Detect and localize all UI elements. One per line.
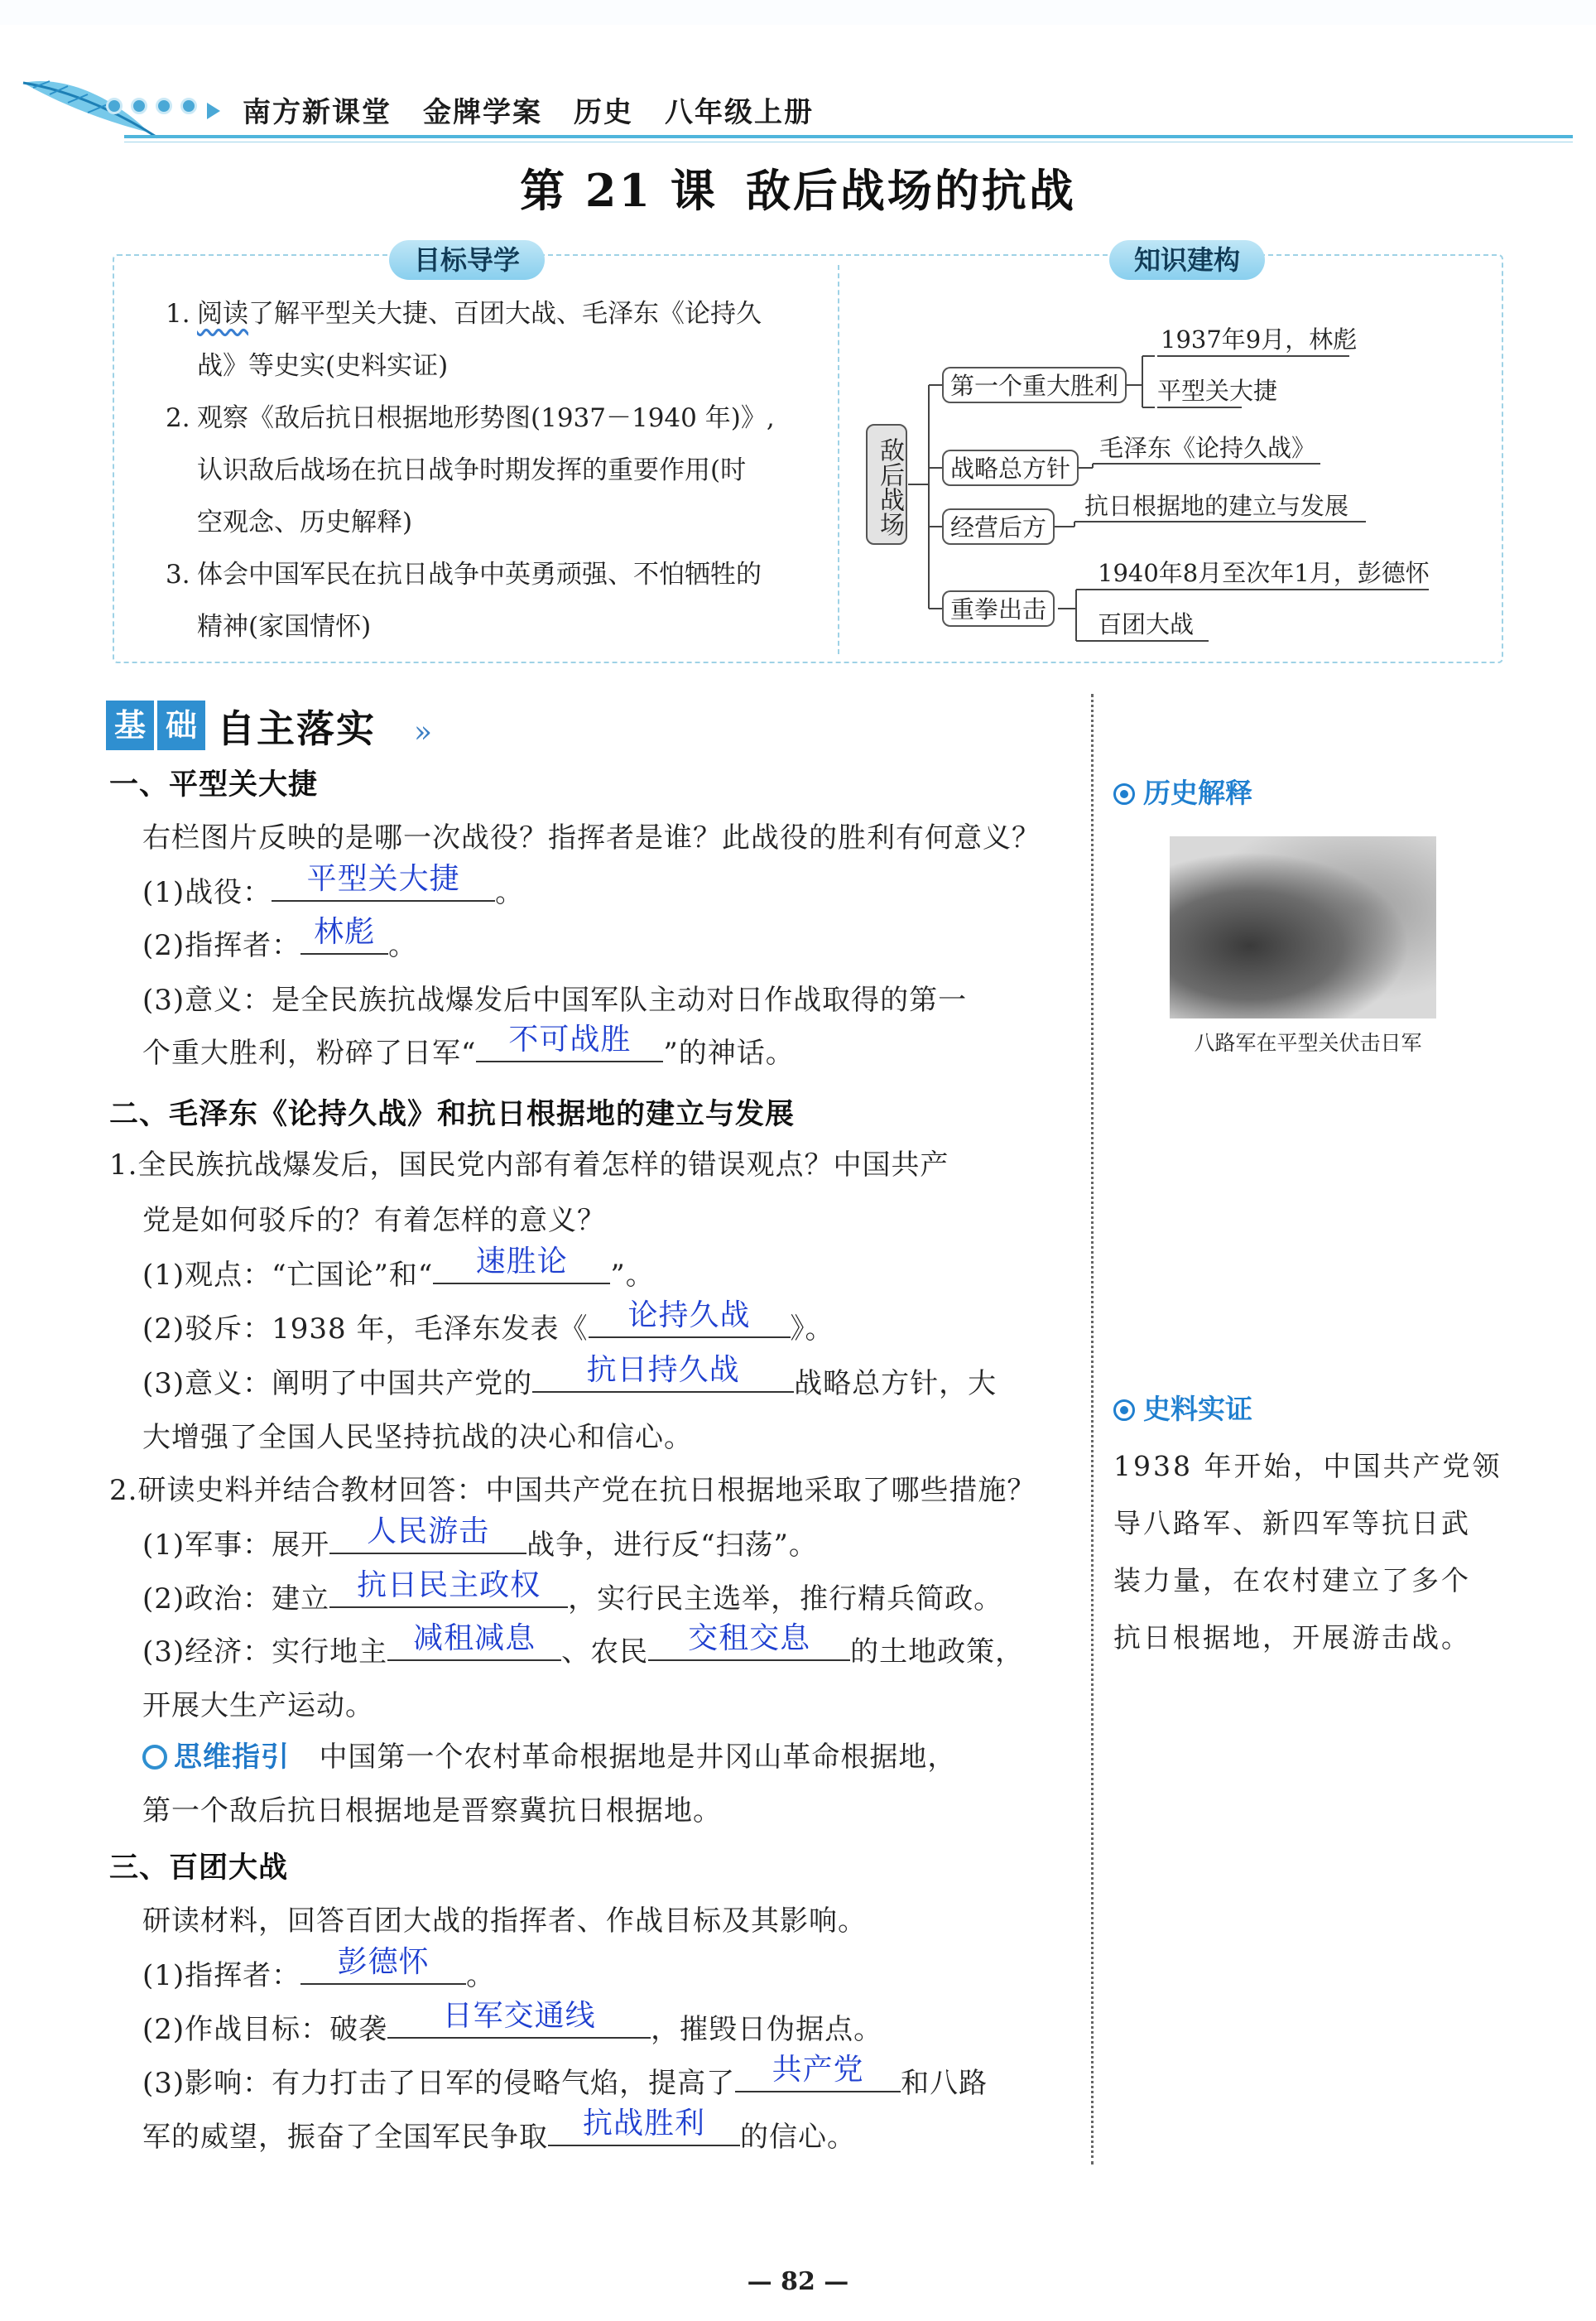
header-rule [124, 135, 1573, 138]
q-prefix: 个重大胜利，粉碎了日军“ [142, 1037, 477, 1070]
goals-tag: 目标导学 [389, 240, 545, 280]
answer-text: 速胜论 [475, 1245, 568, 1278]
mind-map-branch-4: 重拳出击 [942, 590, 1055, 627]
part1-heading: 一、平型关大捷 [109, 768, 319, 802]
answer-blank[interactable] [272, 862, 495, 902]
answer-text: 林彪 [314, 915, 376, 949]
side-source-text [1113, 1437, 1544, 1666]
side-history-heading [1113, 772, 1252, 811]
q-prefix: (1)军事：展开 [142, 1529, 330, 1562]
side-source-heading [1113, 1388, 1252, 1427]
part1-q3-line1: (3)意义：是全民族抗战爆发后中国军队主动对日作战取得的第一 [142, 984, 968, 1017]
part3-heading: 三、百团大战 [109, 1851, 289, 1885]
part1-q3-line2 [142, 1023, 795, 1080]
part2-q1-line1: 1.全民族抗战爆发后，国民党内部有着怎样的错误观点？中国共产 [109, 1148, 949, 1182]
q-prefix: (3)影响：有力打击了日军的侵略气焰，提高了 [142, 2067, 736, 2100]
part2-b2 [142, 1568, 1003, 1625]
answer-blank[interactable] [433, 1245, 610, 1284]
answer-blank[interactable] [648, 1621, 850, 1661]
side-source-line: 1938 年开始，中国共产党领 [1113, 1450, 1502, 1482]
part2-b1 [142, 1514, 818, 1572]
q-suffix: 的土地政策， [850, 1635, 1025, 1669]
q-suffix: 。 [388, 929, 418, 962]
goal-line: 体会中国军民在抗日战争中英勇顽强、不怕牺牲的 [197, 560, 762, 590]
thinking-tip-icon [142, 1745, 167, 1770]
thinking-tip-line2: 第一个敌后抗日根据地是晋察冀抗日根据地。 [142, 1794, 722, 1827]
part1-question: 右栏图片反映的是哪一次战役？指挥者是谁？此战役的胜利有何意义？ [142, 821, 1041, 855]
mind-map-root: 敌后战场 [866, 424, 907, 545]
goal-keyword: 阅读 [197, 299, 248, 329]
answer-blank[interactable] [300, 915, 388, 955]
answer-text: 共产党 [772, 2053, 864, 2087]
header-series: 金牌学案 [423, 96, 542, 129]
goal-text: 了解平型关大捷、百团大战、毛泽东《论持久 [248, 299, 762, 329]
header-dots [106, 98, 220, 119]
part3-c3-line2 [142, 2107, 856, 2164]
header-publisher: 南方新课堂 [243, 96, 392, 129]
answer-text: 抗战胜利 [582, 2107, 705, 2140]
goal-line: 观察《敌后抗日根据地形势图(1937－1940 年)》, [197, 403, 775, 433]
q-suffix: ，摧毁日伪据点。 [651, 2013, 883, 2046]
part3-c3 [142, 2053, 988, 2110]
answer-blank[interactable] [548, 2107, 740, 2146]
answer-blank[interactable] [735, 2053, 901, 2092]
answer-text: 论持久战 [627, 1298, 751, 1332]
answer-blank[interactable] [329, 1568, 568, 1608]
q-suffix: 的信心。 [740, 2121, 856, 2154]
lesson-name: 敌后战场的抗战 [745, 164, 1076, 217]
mind-map-branch-1: 第一个重大胜利 [942, 367, 1127, 403]
thinking-tip-text: 中国第一个农村革命根据地是井冈山革命根据地， [319, 1741, 957, 1774]
part2-b3-line2: 开展大生产运动。 [142, 1689, 374, 1722]
side-source-line: 抗日根据地，开展游击战。 [1113, 1621, 1471, 1654]
answer-blank[interactable] [589, 1298, 791, 1338]
goal-line: 认识敌后战场在抗日战争时期发挥的重要作用(时 [197, 455, 747, 485]
lesson-title [0, 156, 1596, 219]
goal-number: 2. [166, 403, 190, 433]
thinking-tip-label: 思维指引 [174, 1741, 290, 1774]
goal-line: 精神(家国情怀) [197, 612, 372, 642]
part2-heading: 二、毛泽东《论持久战》和抗日根据地的建立与发展 [109, 1097, 796, 1131]
answer-text: 平型关大捷 [306, 862, 460, 896]
part2-q1-line2: 党是如何驳斥的？有着怎样的意义？ [142, 1204, 606, 1237]
header-grade: 八年级上册 [665, 96, 814, 129]
part2-b3 [142, 1621, 1025, 1678]
mind-map-leaf: 1937年9月，林彪 [1161, 325, 1358, 354]
q-suffix: ”。 [610, 1259, 655, 1292]
mind-map-leaf: 百团大战 [1098, 610, 1195, 638]
side-source-line: 导八路军、新四军等抗日武 [1113, 1507, 1471, 1539]
q-prefix: (1)观点：“亡国论”和“ [142, 1259, 434, 1292]
section-title: 自主落实 [217, 706, 376, 751]
answer-text: 交租交息 [688, 1621, 811, 1655]
q-prefix: (3)意义：阐明了中国共产党的 [142, 1367, 533, 1400]
answer-blank[interactable] [300, 1945, 466, 1985]
section-badge-char: 础 [157, 701, 205, 750]
q-suffix: 。 [466, 1959, 496, 1992]
q-suffix: ，实行民主选举，推行精兵简政。 [568, 1582, 1003, 1616]
answer-blank[interactable] [387, 1621, 561, 1661]
part1-q2 [142, 915, 418, 972]
q-mid: 、农民 [561, 1635, 649, 1669]
part2-a3 [142, 1353, 997, 1410]
column-divider [1091, 694, 1094, 2165]
mind-map-leaf: 平型关大捷 [1157, 377, 1278, 405]
section-arrow-icon: » [414, 715, 433, 749]
answer-blank[interactable] [476, 1023, 663, 1062]
goal-item-1 [166, 288, 820, 392]
header-text [243, 89, 845, 130]
lesson-number: 第 21 课 [520, 164, 718, 217]
answer-text: 彭德怀 [337, 1945, 430, 1979]
side-heading-text: 史料实证 [1143, 1393, 1252, 1425]
answer-blank[interactable] [387, 1999, 651, 2039]
q-prefix: (2)作战目标：破袭 [142, 2013, 388, 2046]
part2-a1 [142, 1245, 655, 1302]
answer-text: 抗日持久战 [586, 1353, 740, 1387]
section-badge-char: 基 [106, 701, 154, 750]
q-prefix: (2)指挥者： [142, 929, 301, 962]
mind-map-branch-2: 战略总方针 [942, 450, 1079, 486]
section-badge [106, 701, 209, 752]
q-suffix: 战争，进行反“扫荡”。 [526, 1529, 818, 1562]
intro-divider [838, 265, 839, 654]
goal-number: 3. [166, 560, 190, 590]
q-suffix: ”的神话。 [663, 1037, 795, 1070]
answer-text: 人民游击 [367, 1514, 490, 1548]
photo-caption: 八路军在平型关伏击日军 [1194, 1031, 1422, 1055]
q-prefix: 军的威望，振奋了全国军民争取 [142, 2121, 548, 2154]
goal-line [166, 288, 820, 340]
part3-c2 [142, 1999, 883, 2056]
goal-item-2 [166, 392, 820, 549]
part1-q1 [142, 862, 525, 919]
q-suffix: 。 [495, 876, 525, 909]
part3-c1 [142, 1945, 496, 2002]
part2-a3-line2: 大增强了全国人民坚持抗战的决心和信心。 [142, 1421, 693, 1454]
q-suffix: 和八路 [901, 2067, 988, 2100]
mind-map-leaf: 1940年8月至次年1月，彭德怀 [1098, 559, 1430, 587]
answer-text: 抗日民主政权 [357, 1568, 541, 1602]
side-source-line: 装力量，在农村建立了多个 [1113, 1564, 1471, 1596]
page-number: — 82 — [747, 2267, 849, 2296]
part2-a2 [142, 1298, 834, 1356]
thinking-tip [142, 1731, 956, 1784]
q-prefix: (3)经济：实行地主 [142, 1635, 388, 1669]
answer-text: 减租减息 [413, 1621, 536, 1655]
answer-text: 日军交通线 [442, 1999, 596, 2033]
q-suffix: 》。 [790, 1312, 834, 1346]
header-subject: 历史 [574, 96, 633, 129]
goal-number: 1. [166, 299, 190, 329]
part2-q2-line1: 2.研读史料并结合教材回答：中国共产党在抗日根据地采取了哪些措施？ [109, 1474, 1036, 1507]
circle-dot-icon [1113, 783, 1135, 805]
answer-text: 不可战胜 [508, 1023, 632, 1057]
q-suffix: 战略总方针，大 [794, 1367, 997, 1400]
q-prefix: (2)政治：建立 [142, 1582, 330, 1616]
mind-map-branch-3: 经营后方 [942, 508, 1055, 545]
part3-question: 研读材料，回答百团大战的指挥者、作战目标及其影响。 [142, 1904, 867, 1938]
mind-map-leaf: 毛泽东《论持久战》 [1099, 434, 1316, 462]
mind-map-leaf: 抗日根据地的建立与发展 [1084, 492, 1349, 520]
goal-line: 空观念、历史解释) [197, 508, 413, 537]
q-prefix: (1)指挥者： [142, 1959, 301, 1992]
side-heading-text: 历史解释 [1143, 777, 1252, 809]
top-band [0, 0, 1596, 25]
q-prefix: (1)战役： [142, 876, 272, 909]
goal-line: 战》等史实(史料实证) [197, 351, 449, 381]
knowledge-tag: 知识建构 [1109, 240, 1265, 280]
answer-blank[interactable] [532, 1353, 794, 1393]
goal-item-3 [166, 549, 820, 653]
answer-blank[interactable] [329, 1514, 526, 1554]
circle-dot-icon [1113, 1399, 1135, 1421]
battle-photo [1170, 836, 1436, 1018]
q-prefix: (2)驳斥：1938 年，毛泽东发表《 [142, 1312, 589, 1346]
